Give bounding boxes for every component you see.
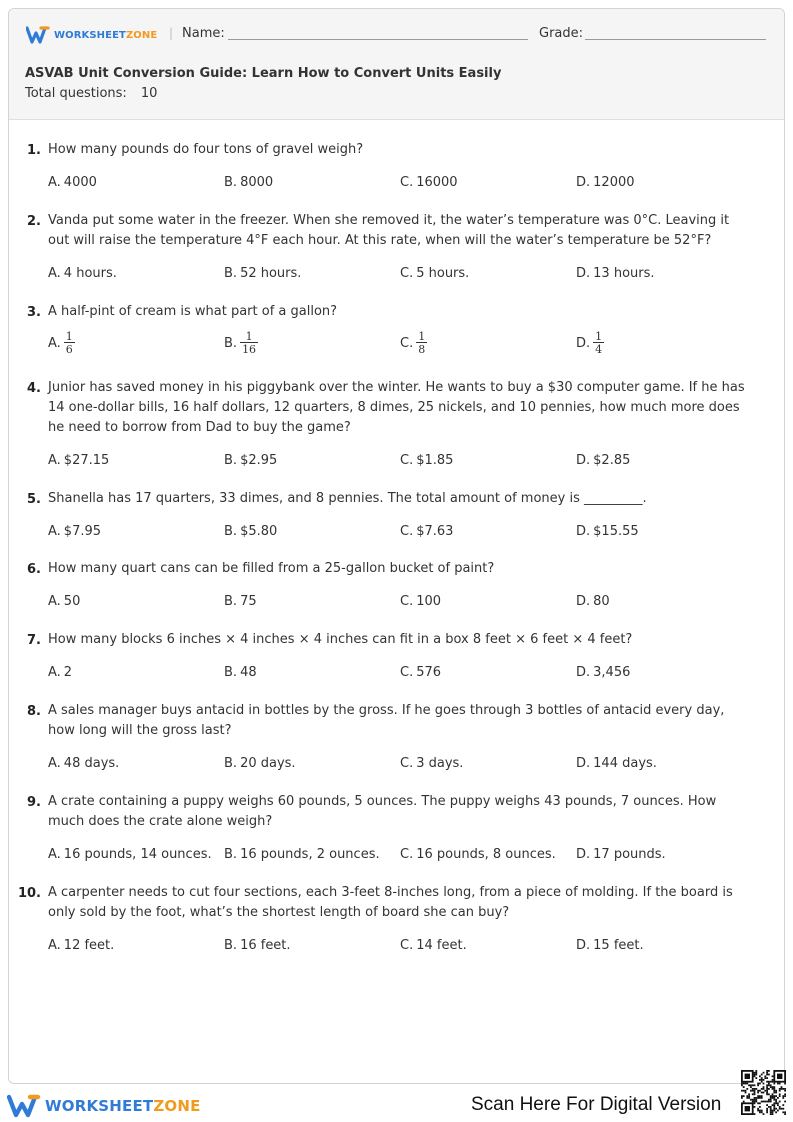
answer-option-a[interactable] — [48, 594, 80, 609]
option-text: 16 feet. — [240, 938, 291, 953]
answer-option-c[interactable] — [400, 524, 453, 539]
worksheetzone-logo-icon — [26, 26, 50, 44]
option-letter: B. — [224, 938, 238, 953]
option-text: 16 pounds, 14 ounces. — [63, 847, 212, 862]
answer-option-a[interactable] — [48, 266, 117, 281]
option-text: 576 — [416, 665, 442, 680]
grade-label: Grade: — [539, 26, 584, 41]
option-text: $15.55 — [593, 524, 639, 539]
question-text: A crate containing a puppy weighs 60 pounds, 5 ounces. The puppy weighs 43 pounds, 7 ounces. How much does the crate alone weigh? — [48, 794, 717, 829]
option-letter: A. — [48, 453, 61, 468]
option-letter: C. — [400, 453, 414, 468]
option-letter: B. — [224, 175, 238, 190]
option-letter: A. — [48, 847, 61, 862]
option-text: $7.95 — [63, 524, 102, 539]
option-letter: C. — [400, 594, 414, 609]
answer-option-d[interactable] — [576, 847, 666, 862]
fraction — [593, 331, 604, 355]
answer-option-d[interactable] — [576, 175, 635, 190]
question-number: 2. — [27, 214, 41, 229]
option-text: 48 — [240, 665, 257, 680]
option-text: 16 pounds, 2 ounces. — [240, 847, 380, 862]
answer-option-b[interactable] — [224, 938, 291, 953]
answer-option-a[interactable] — [48, 453, 109, 468]
option-text: $27.15 — [63, 453, 110, 468]
question-number: 7. — [27, 633, 41, 648]
option-text: 14 feet. — [416, 938, 467, 953]
question-number: 8. — [27, 704, 41, 719]
name-label: Name: — [182, 26, 225, 41]
total-questions — [25, 86, 157, 101]
option-letter: A. — [48, 266, 61, 281]
scan-digital-version-text: Scan Here For Digital Version — [471, 1094, 722, 1115]
answer-option-c[interactable] — [400, 331, 427, 355]
answer-option-a[interactable] — [48, 175, 97, 190]
option-text: 48 days. — [63, 756, 120, 771]
option-letter: D. — [576, 453, 591, 468]
option-letter: C. — [400, 266, 414, 281]
option-letter: A. — [48, 756, 61, 771]
option-letter: D. — [576, 266, 591, 281]
option-letter: D. — [576, 665, 591, 680]
option-text: 4 hours. — [63, 266, 117, 281]
option-letter: D. — [576, 175, 591, 190]
option-text: 52 hours. — [240, 266, 302, 281]
answer-option-c[interactable] — [400, 266, 469, 281]
answer-option-c[interactable] — [400, 594, 441, 609]
footer-logo — [7, 1094, 201, 1118]
answer-option-d[interactable] — [576, 938, 644, 953]
brand-part-worksheet: WORKSHEET — [54, 29, 126, 41]
question-text: How many blocks 6 inches × 4 inches × 4 inches can fit in a box 8 feet × 6 feet × 4 feet? — [48, 632, 633, 647]
option-text: 144 days. — [593, 756, 657, 771]
fraction-numerator: 1 — [65, 330, 73, 343]
option-text: 75 — [240, 594, 257, 609]
fraction-denominator: 16 — [242, 343, 257, 356]
answer-option-a[interactable] — [48, 665, 72, 680]
answer-option-d[interactable] — [576, 524, 639, 539]
footer-brand-name — [45, 1097, 201, 1115]
fraction-denominator: 8 — [418, 343, 426, 356]
option-letter: A. — [48, 938, 61, 953]
option-letter: C. — [400, 665, 414, 680]
brand-part-zone: ZONE — [125, 29, 158, 41]
total-questions-label: Total questions: — [25, 86, 127, 101]
option-letter: B. — [224, 335, 238, 351]
answer-option-d[interactable] — [576, 594, 610, 609]
option-letter: C. — [400, 335, 414, 351]
answer-option-d[interactable] — [576, 665, 630, 680]
option-letter: C. — [400, 524, 414, 539]
answer-option-b[interactable] — [224, 331, 258, 355]
answer-option-a[interactable] — [48, 847, 212, 862]
answer-option-a[interactable] — [48, 524, 101, 539]
option-text: 2 — [63, 665, 73, 680]
option-letter: D. — [576, 524, 591, 539]
option-text: $2.95 — [240, 453, 278, 468]
fraction-denominator: 6 — [65, 343, 73, 356]
answer-option-b[interactable] — [224, 665, 257, 680]
question-number: 4. — [27, 381, 41, 396]
question-text: Vanda put some water in the freezer. When she removed it, the water’s temperature was 0°C. Leaving it out will raise the temperature 4°F each hour. At this rate, when will the water’s temperature be 52°F? — [48, 213, 730, 248]
option-letter: C. — [400, 847, 414, 862]
option-text: 100 — [416, 594, 442, 609]
option-letter: D. — [576, 938, 591, 953]
answer-option-c[interactable] — [400, 756, 463, 771]
option-text: $7.63 — [416, 524, 454, 539]
answer-option-c[interactable] — [400, 847, 556, 862]
fraction — [240, 331, 258, 355]
worksheet-sheet — [8, 8, 785, 1084]
option-text: 3,456 — [593, 665, 631, 680]
answer-option-b[interactable] — [224, 594, 257, 609]
question-text: A half-pint of cream is what part of a gallon? — [48, 304, 338, 319]
option-text: 16000 — [416, 175, 458, 190]
answer-option-b[interactable] — [224, 847, 380, 862]
answer-option-c[interactable] — [400, 175, 458, 190]
option-text: $5.80 — [240, 524, 278, 539]
question-number: 10. — [17, 886, 41, 901]
question-number: 6. — [27, 562, 41, 577]
option-letter: B. — [224, 756, 238, 771]
option-text: 12 feet. — [63, 938, 115, 953]
question-number: 9. — [27, 795, 41, 810]
answer-option-d[interactable] — [576, 756, 657, 771]
answer-option-b[interactable] — [224, 266, 301, 281]
header-logo — [26, 25, 157, 45]
answer-option-b[interactable] — [224, 524, 277, 539]
option-text: 50 — [63, 594, 81, 609]
fraction — [416, 331, 427, 355]
option-letter: B. — [224, 266, 238, 281]
option-letter: A. — [48, 175, 61, 190]
option-text: 15 feet. — [593, 938, 644, 953]
option-letter: B. — [224, 453, 238, 468]
worksheet-header — [9, 9, 784, 120]
option-letter: D. — [576, 756, 591, 771]
question-text: How many pounds do four tons of gravel weigh? — [48, 142, 364, 157]
footer-brand-part-zone: ZONE — [153, 1097, 201, 1115]
grade-input-line[interactable] — [585, 39, 766, 40]
answer-option-d[interactable] — [576, 266, 655, 281]
option-letter: B. — [224, 524, 238, 539]
option-text: 8000 — [240, 175, 274, 190]
option-letter: A. — [48, 335, 61, 351]
fraction — [64, 331, 75, 355]
fraction-numerator: 1 — [245, 330, 253, 343]
option-letter: D. — [576, 594, 591, 609]
answer-option-a[interactable] — [48, 756, 119, 771]
header-brand-name — [54, 30, 157, 41]
option-text: 5 hours. — [416, 266, 470, 281]
fraction-numerator: 1 — [418, 330, 426, 343]
option-text: $2.85 — [593, 453, 631, 468]
option-text: 20 days. — [240, 756, 296, 771]
answer-option-d[interactable] — [576, 453, 630, 468]
question-text: How many quart cans can be filled from a 25-gallon bucket of paint? — [48, 561, 495, 576]
fraction-denominator: 4 — [595, 343, 603, 356]
option-text: 80 — [593, 594, 610, 609]
option-letter: C. — [400, 175, 414, 190]
option-text: 12000 — [593, 175, 635, 190]
qr-code-icon[interactable] — [741, 1070, 786, 1115]
option-letter: C. — [400, 756, 414, 771]
answer-option-c[interactable] — [400, 938, 467, 953]
option-text: 3 days. — [416, 756, 464, 771]
answer-option-a[interactable] — [48, 331, 75, 355]
question-number: 3. — [27, 305, 41, 320]
option-letter: A. — [48, 665, 61, 680]
question-text: Junior has saved money in his piggybank over the winter. He wants to buy a $30 computer game. If he has 14 one-dollar bills, 16 half dollars, 12 quarters, 8 dimes, 25 nickels, and 10 pennies, how much more does he need to borrow from Dad to buy the game? — [48, 380, 745, 435]
option-letter: B. — [224, 665, 238, 680]
answer-option-b[interactable] — [224, 756, 296, 771]
question-text: Shanella has 17 quarters, 33 dimes, and 8 pennies. The total amount of money is _________. — [48, 491, 647, 506]
question-number: 5. — [27, 492, 41, 507]
answer-option-b[interactable] — [224, 175, 273, 190]
question-text: A carpenter needs to cut four sections, each 3-feet 8-inches long, from a piece of molding. If the board is only sold by the foot, what’s the shortest length of board she can buy? — [48, 885, 733, 920]
footer-brand-part-worksheet: WORKSHEET — [45, 1097, 154, 1115]
fraction-numerator: 1 — [595, 330, 603, 343]
option-text: 4000 — [63, 175, 97, 190]
option-letter: A. — [48, 594, 61, 609]
option-text: 17 pounds. — [593, 847, 666, 862]
answer-option-d[interactable] — [576, 331, 604, 355]
worksheet-title: ASVAB Unit Conversion Guide: Learn How to Convert Units Easily — [25, 66, 502, 81]
option-letter: B. — [224, 594, 238, 609]
option-text: $1.85 — [416, 453, 454, 468]
name-input-line[interactable] — [228, 39, 528, 40]
option-text: 16 pounds, 8 ounces. — [416, 847, 556, 862]
answer-option-c[interactable] — [400, 665, 441, 680]
option-text: 13 hours. — [593, 266, 655, 281]
option-letter: D. — [576, 847, 591, 862]
question-text: A sales manager buys antacid in bottles by the gross. If he goes through 3 bottles of antacid every day, how long will the gross last? — [48, 703, 725, 738]
option-letter: A. — [48, 524, 61, 539]
answer-option-c[interactable] — [400, 453, 453, 468]
answer-option-b[interactable] — [224, 453, 277, 468]
option-letter: D. — [576, 335, 591, 351]
option-letter: B. — [224, 847, 238, 862]
option-letter: C. — [400, 938, 414, 953]
header-separator: | — [169, 26, 174, 40]
worksheetzone-logo-icon — [7, 1094, 41, 1118]
question-number: 1. — [27, 143, 41, 158]
total-questions-value: 10 — [140, 86, 158, 101]
answer-option-a[interactable] — [48, 938, 114, 953]
